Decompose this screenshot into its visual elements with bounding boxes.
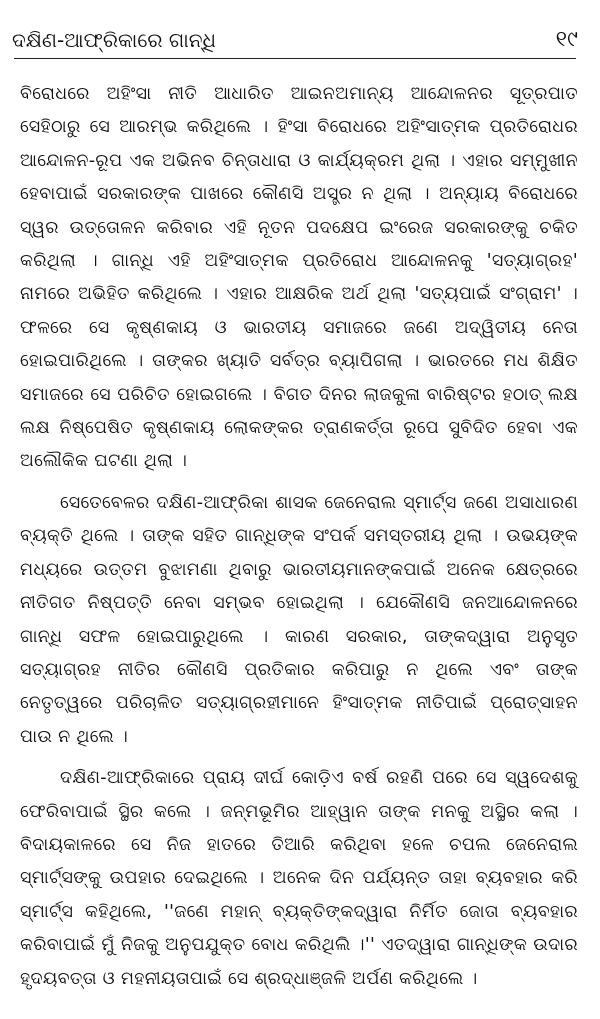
page-header (12, 10, 578, 50)
page-number: ୧୯ (555, 27, 578, 52)
header-rule (14, 58, 576, 59)
running-head: ଦକ୍ଷିଣ-ଆଫ୍ରିକାରେ ଗାନ୍ଧି (12, 28, 217, 52)
paragraph-3: ଦକ୍ଷିଣ-ଆଫ୍ରିକାରେ ପ୍ରାୟ ଦୀର୍ଘ କୋଡ଼ିଏ ବର୍ଷ ରହଣି ପରେ ସେ ସ୍ୱଦେଶକୁ ଫେରିବାପାଇଁ ସ୍ଥିର କଲେ । ଜନ୍ମଭୂମିର ଆହ୍ୱାନ ତାଙ୍କ ମନକୁ ଅସ୍ଥିର କଲା । ବିଦାୟକାଳରେ ସେ ନିଜ ହାତରେ ତିଆରି କରିଥିବା ହଳେ ଚପଲ ଜେନେରାଲ ସ୍ମାର୍ଟ୍‌ସଙ୍କୁ ଉପହାର ଦେଇଥିଲେ । ଅନେକ ଦିନ ପର୍ଯ୍ୟନ୍ତ ତାହା ବ୍ୟବହାର କରି ସ୍ମାର୍ଟ୍‌ସ କହିଥିଲେ, ''ଜଣେ ମହାନ୍ ବ୍ୟକ୍ତିଙ୍କଦ୍ୱାରା ନିର୍ମିତ ଜୋତା ବ୍ୟବହାର କରିବାପାଇଁ ମୁଁ ନିଜକୁ ଅନୁପଯୁକ୍ତ ବୋଧ କରିଥିଲି ।'' ଏତଦ୍ୱାରା ଗାନ୍ଧିଙ୍କ ଉଦାର ହୃଦୟବତ୍ତା ଓ ମହନୀୟତାପାଇଁ ସେ ଶ୍ରଦ୍ଧାଞ୍ଜଳି ଅର୍ପଣ କରିଥିଲେ । (20, 768, 578, 989)
body-text (20, 78, 578, 996)
paragraph-1: ବିରୋଧରେ ଅହିଂସା ନୀତି ଆଧାରିତ ଆଇନଅମାନ୍ୟ ଆନ୍ଦୋଳନର ସୂତ୍ରପାତ ସେହିଠାରୁ ସେ ଆରମ୍ଭ କରିଥିଲେ । ହିଂସା ବିରୋଧରେ ଅହିଂସାତ୍ମକ ପ୍ରତିରୋଧର ଆନ୍ଦୋଳନ-ରୂପ ଏକ ଅଭିନବ ଚିନ୍ତାଧାରା ଓ କାର୍ଯ୍ୟକ୍ରମ ଥିଲା । ଏହାର ସମ୍ମୁଖୀନ ହେବାପାଇଁ ସରକାରଙ୍କ ପାଖରେ କୌଣସି ଅସ୍ତ୍ର ନ ଥିଲା । ଅନ୍ୟାୟ ବିରୋଧରେ ସ୍ୱର ଉତ୍ତୋଳନ କରିବାର ଏହି ନୂତନ ପଦକ୍ଷେପ ଇଂରେଜ ସରକାରଙ୍କୁ ଚକିତ କରିଥିଲା । ଗାନ୍ଧି ଏହି ଅହିଂସାତ୍ମକ ପ୍ରତିରୋଧ ଆନ୍ଦୋଳନକୁ 'ସତ୍ୟାଗ୍ରହ' ନାମରେ ଅଭିହିତ କରିଥିଲେ । ଏହାର ଆକ୍ଷରିକ ଅର୍ଥ ଥିଲା 'ସତ୍ୟପାଇଁ ସଂଗ୍ରାମ' । ଫଳରେ ସେ କୃଷ୍ଣକାୟ ଓ ଭାରତୀୟ ସମାଜରେ ଜଣେ ଅଦ୍ୱିତୀୟ ନେତା ହୋଇପାରିଥିଲେ । ତାଙ୍କର ଖ୍ୟାତି ସର୍ବତ୍ର ବ୍ୟାପିଗଲା । ଭାରତରେ ମଧ ଶିକ୍ଷିତ ସମାଜରେ ସେ ପରିଚିତ ହୋଇଗଲେ । ବିଗତ ଦିନର ଲାଜକୁଳା ବାରିଷ୍ଟର ହଠାତ୍ ଲକ୍ଷ ଲକ୍ଷ ନିଷ୍ପେଷିତ କୃଷ୍ଣକାୟ ଲୋକଙ୍କର ତ୍ରାଣକର୍ତ୍ତା ରୂପେ ସୁବିଦିତ ହେବା ଏକ ଅଲୌକିକ ଘଟଣା ଥିଲା । (20, 84, 578, 472)
paragraph-2: ସେତେବେଳର ଦକ୍ଷିଣ-ଆଫ୍ରିକା ଶାସକ ଜେନେରାଲ ସ୍ମାର୍ଟ୍‌ସ ଜଣେ ଅସାଧାରଣ ବ୍ୟକ୍ତି ଥିଲେ । ତାଙ୍କ ସହିତ ଗାନ୍ଧିଙ୍କ ସଂପର୍କ ସମସ୍ତରୀୟ ଥିଲା । ଉଭୟଙ୍କ ମଧ୍ୟରେ ଉତ୍ତମ ବୁଝାମଣା ଥିବାରୁ ଭାରତୀୟମାନଙ୍କପାଇଁ ଅନେକ କ୍ଷେତ୍ରରେ ନୀତିଗତ ନିଷ୍ପତ୍ତି ନେବା ସମ୍ଭବ ହୋଇଥିଲା । ଯେକୌଣସି ଜନଆନ୍ଦୋଳନରେ ଗାନ୍ଧି ସଫଳ ହୋଇପାରୁଥିଲେ । କାରଣ ସରକାର, ତାଙ୍କଦ୍ୱାରା ଅନୁସୃତ ସତ୍ୟାଗ୍ରହ ନୀତିର କୌଣସି ପ୍ରତିକାର କରିପାରୁ ନ ଥିଲେ ଏବଂ ତାଙ୍କ ନେତୃତ୍ୱରେ ପରିଚାଳିତ ସତ୍ୟାଗ୍ରହୀମାନେ ହିଂସାତ୍ମକ ନୀତିପାଇଁ ପ୍ରୋତ୍ସାହନ ପାଉ ନ ଥିଲେ । (20, 492, 578, 747)
